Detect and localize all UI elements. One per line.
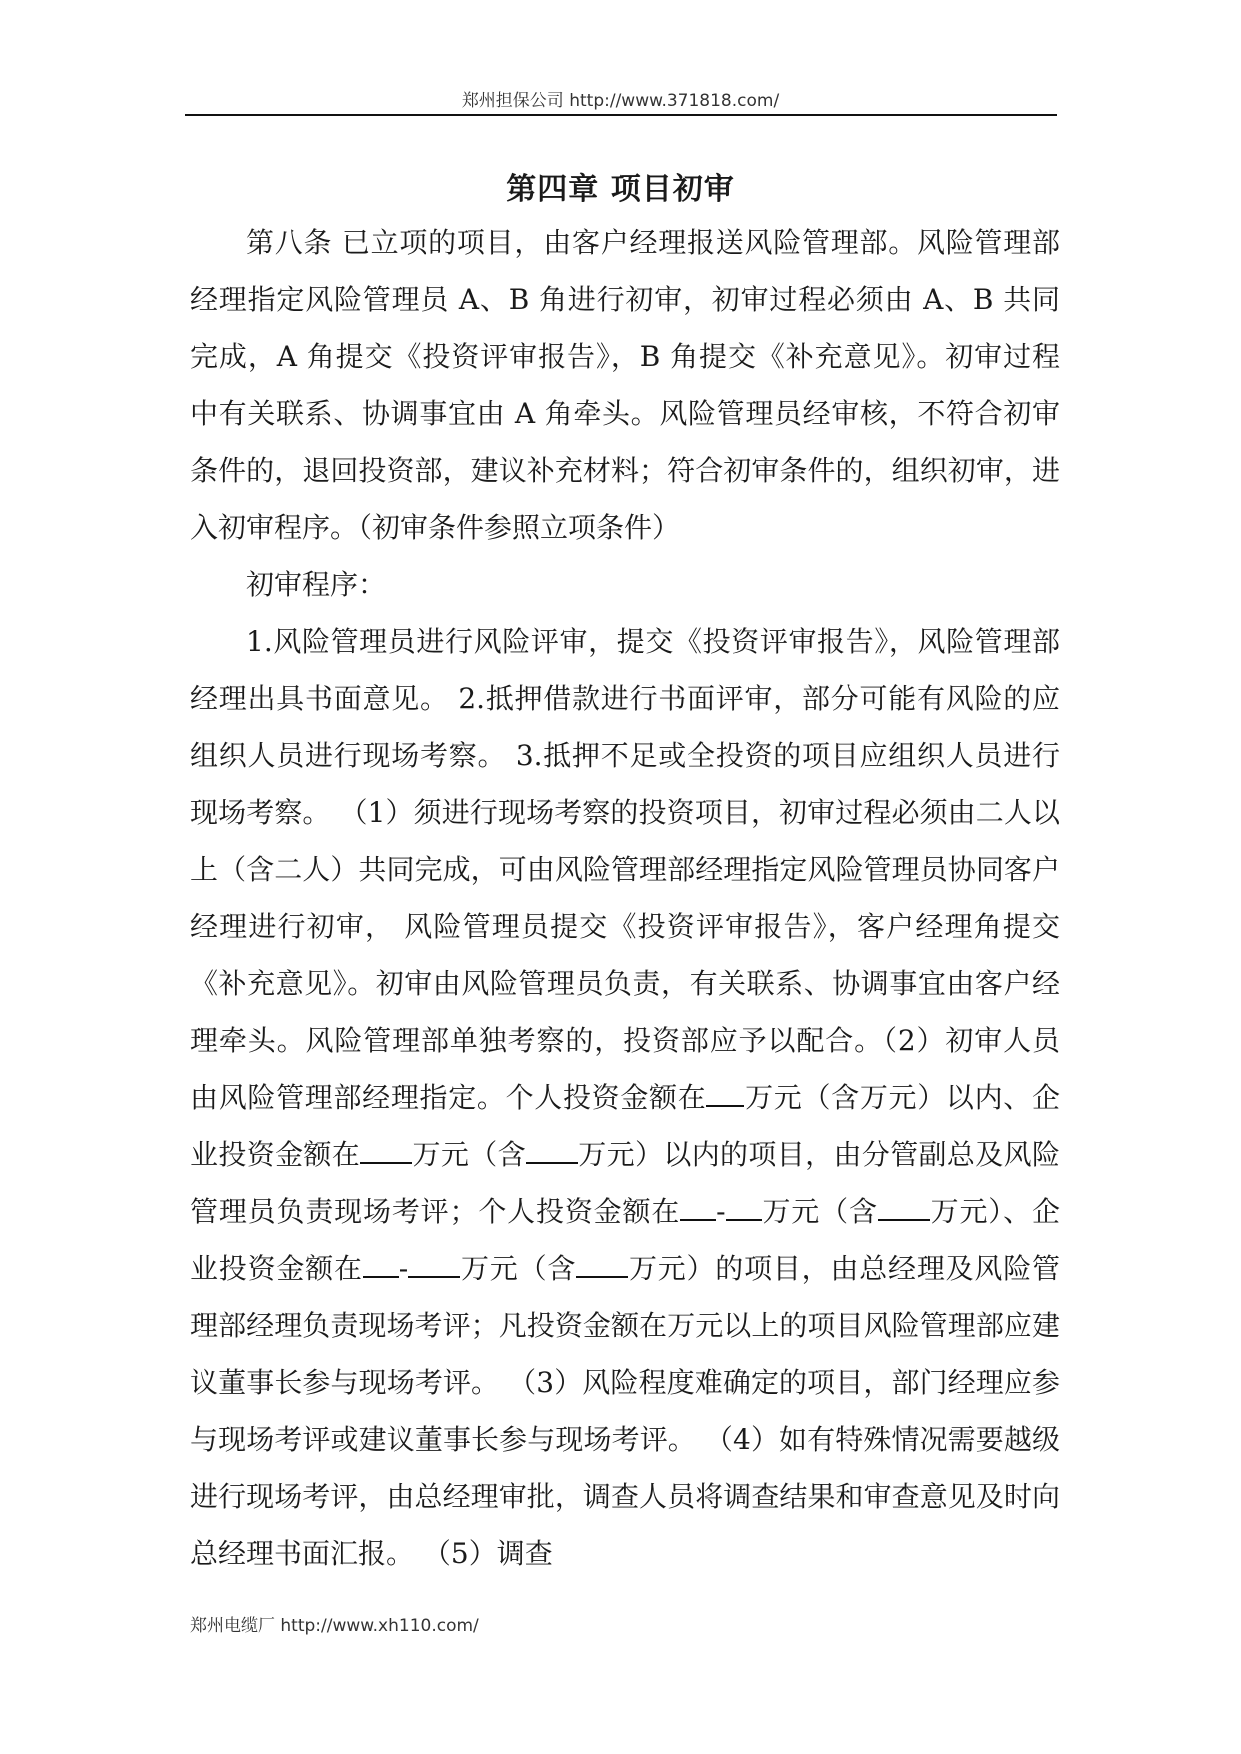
text-segment: 万元（含 bbox=[761, 1195, 878, 1228]
text-segment: 万元）以内的项目，由分管副总及风险管理员负责现场考评；个人投资金额在 bbox=[190, 1138, 1060, 1228]
document-body bbox=[190, 214, 1060, 1582]
text-segment: 万元（含万元）以内、企业投资金额在 bbox=[190, 1081, 1060, 1171]
text-segment: 1.风险管理员进行风险评审，提交《投资评审报告》，风险管理部经理出具书面意见。 2.抵押借款进行书面评审，部分可能有风险的应组织人员进行现场考察。 3.抵押不足或全投资的项目应组织人员进行现场考察。 （1）须进行现场考察的投资项目，初审过程必须由二人以上（含二人）共同完成，可由风险管理部经理指定风险管理员协同客户经理进行初审， 风险管理员提交《投资评审报告》，客户经理角提交《补充意见》。初审由风险管理员负责，有关联系、协调事宜由客户经理牵头。风险管理部单独考察的，投资部应予以配合。（2）初审人员由风险管理部经理指定。个人投资金额在 bbox=[190, 625, 1060, 1114]
chapter-title: 第四章 项目初审 bbox=[506, 172, 735, 207]
blank-underline bbox=[706, 1079, 744, 1107]
blank-underline bbox=[363, 1250, 399, 1278]
text-segment: 万元）的项目，由总经理及风险管理部经理负责现场考评；凡投资金额在万元以上的项目风险管理部应建议董事长参与现场考评。 （3）风险程度难确定的项目，部门经理应参与现场考评或建议董事长参与现场考评。 （4）如有特殊情况需要越级进行现场考评，由总经理审批，调查人员将调查结果和审查意见及时向总经理书面汇报。 （5）调查 bbox=[190, 1252, 1060, 1570]
text-segment: 万元（含 bbox=[460, 1252, 577, 1285]
paragraph-procedure bbox=[190, 613, 1060, 1582]
text-segment: - bbox=[716, 1195, 726, 1228]
paragraph-procedure-heading: 初审程序： bbox=[246, 568, 387, 601]
text-segment: 万元）、企业投资金额在 bbox=[190, 1195, 1060, 1285]
blank-underline bbox=[360, 1136, 412, 1164]
blank-underline bbox=[878, 1193, 930, 1221]
blank-underline bbox=[576, 1250, 628, 1278]
blank-underline bbox=[726, 1193, 762, 1221]
page-header: 郑州担保公司 http://www.371818.com/ bbox=[461, 91, 780, 111]
text-segment: 万元（含 bbox=[412, 1138, 526, 1171]
paragraph-article-8: 第八条 已立项的项目，由客户经理报送风险管理部。风险管理部经理指定风险管理员 A、B 角进行初审，初审过程必须由 A、B 共同完成，A 角提交《投资评审报告》，B 角提交《补充意见》。初审过程中有关联系、协调事宜由 A 角牵头。风险管理员经审核，不符合初审条件的，退回投资部，建议补充材料；符合初审条件的，组织初审，进入初审程序。（初审条件参照立项条件） bbox=[190, 226, 1060, 544]
blank-underline bbox=[408, 1250, 460, 1278]
blank-underline bbox=[680, 1193, 716, 1221]
blank-underline bbox=[526, 1136, 578, 1164]
header-divider bbox=[185, 114, 1057, 116]
text-segment: - bbox=[398, 1252, 409, 1285]
page-footer: 郑州电缆厂 http://www.xh110.com/ bbox=[190, 1616, 479, 1636]
